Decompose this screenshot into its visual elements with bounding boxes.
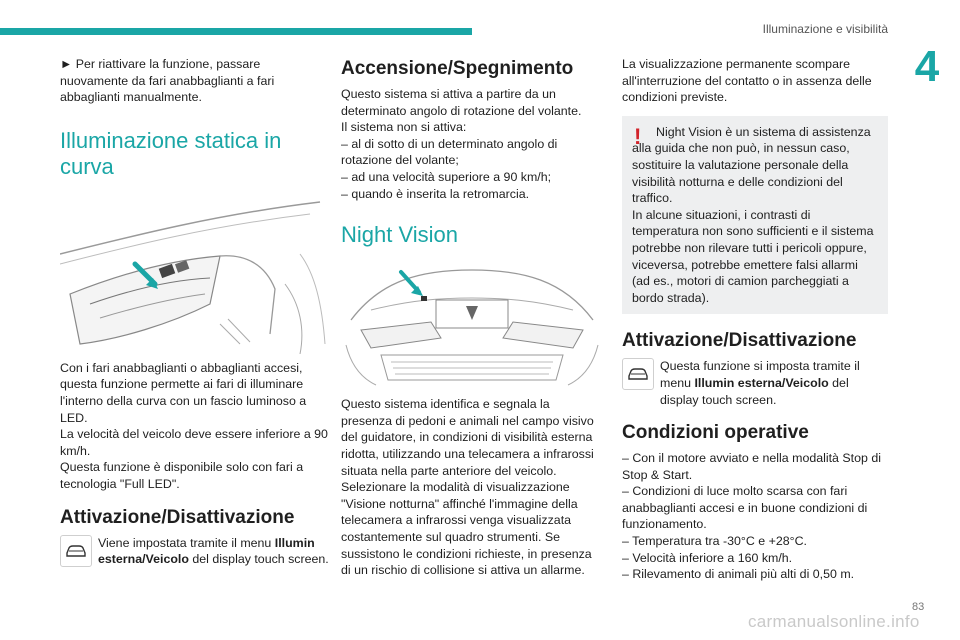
night-body-2: Selezionare la modalità di visualizzazione "Visione notturna" affinché l'immagine della telecamera a infrarossi venga visualizzata costantemente sul quadro strumenti. Se sussistono le condizioni richieste, in presenza di un rischio di collisione si attiva un allarme.: [341, 480, 592, 578]
page-number: 83: [912, 601, 925, 613]
static-body-1: Con i fari anabbaglianti o abbaglianti accesi, questa funzione permette ai fari di illuminare l'interno della curva con un fascio luminoso a LED.: [60, 360, 307, 425]
activation-row-1: [60, 535, 330, 568]
watermark: carmanualsonline.info: [748, 612, 920, 631]
permanent-display-text: La visualizzazione permanente scompare all'interruzione del contatto o in assenza delle condizioni previste.: [622, 57, 872, 105]
onoff-line-5: – quando è inserita la retromarcia.: [341, 186, 530, 201]
chapter-number: 4: [914, 42, 940, 91]
condition-4: – Velocità inferiore a 160 km/h.: [622, 550, 793, 565]
heading-night-vision: Night Vision: [341, 222, 458, 248]
static-body-3: Questa funzione è disponibile solo con fari a tecnologia "Full LED".: [60, 460, 304, 491]
column-2: [341, 56, 603, 579]
warning-line-1: Night Vision è un sistema di assistenza alla guida che non può, in nessun caso, sostituire la valutazione personale della visibilità notturna e delle condizioni del traffico.: [632, 124, 871, 206]
warning-line-2: In alcune situazioni, i contrasti di temperatura non sono sufficienti e il sistema potrebbe non rilevare tutti i pericoli oppure, viceversa, potrebbe emettere falsi allarmi (ad es., motori di camion parcheggiati a bordo strada).: [632, 207, 874, 305]
condition-1: – Con il motore avviato e nella modalità Stop di Stop & Start.: [622, 451, 881, 482]
column-3: [622, 56, 888, 583]
night-body-1: Questo sistema identifica e segnala la presenza di pedoni e animali nel campo visivo del guidatore, in condizioni di visibilità esterna ridotta, utilizzando una telecamera a infrarossi situata nella parte anteriore del veicolo.: [341, 397, 594, 478]
activation-text-2: Questa funzione si imposta tramite il menu Illumin esterna/Veicolo del display touch screen.: [660, 359, 860, 407]
car-icon: [622, 358, 654, 390]
section-title: Illuminazione e visibilità: [762, 22, 888, 36]
condition-5: – Rilevamento di animali più alti di 0,50 m.: [622, 567, 855, 582]
activation-text-1: Viene impostata tramite il menu Illumin esterna/Veicolo del display touch screen.: [98, 535, 329, 567]
heading-static-cornering: Illuminazione statica in curva: [60, 127, 282, 179]
column-1: [60, 56, 330, 568]
headlight-illustration: [60, 194, 330, 354]
heading-activation-1: Attivazione/Disattivazione: [60, 506, 295, 528]
onoff-line-1: Questo sistema si attiva a partire da un determinato angolo di rotazione del volante.: [341, 87, 582, 118]
onoff-line-2: Il sistema non si attiva:: [341, 120, 467, 135]
warning-box: [622, 116, 888, 315]
reactivate-text: ► Per riattivare la funzione, passare nuovamente da fari anabbaglianti a fari abbaglianti manualmente.: [60, 57, 275, 105]
heading-on-off: Accensione/Spegnimento: [341, 58, 574, 79]
condition-3: – Temperatura tra -30°C e +28°C.: [622, 534, 807, 549]
header-accent-bar: [0, 28, 472, 35]
car-icon: [60, 535, 92, 567]
heading-conditions: Condizioni operative: [622, 422, 809, 444]
heading-activation-2: Attivazione/Disattivazione: [622, 330, 857, 352]
static-body-2: La velocità del veicolo deve essere inferiore a 90 km/h.: [60, 427, 328, 458]
car-front-illustration: [341, 260, 603, 390]
condition-2: – Condizioni di luce molto scarsa con fari anabbaglianti accesi e in buone condizioni di funzionamento.: [622, 484, 868, 532]
warning-icon: !: [634, 123, 642, 149]
activation-row-2: [622, 358, 888, 408]
onoff-line-3: – al di sotto di un determinato angolo di rotazione del volante;: [341, 136, 558, 168]
onoff-line-4: – ad una velocità superiore a 90 km/h;: [341, 169, 552, 184]
